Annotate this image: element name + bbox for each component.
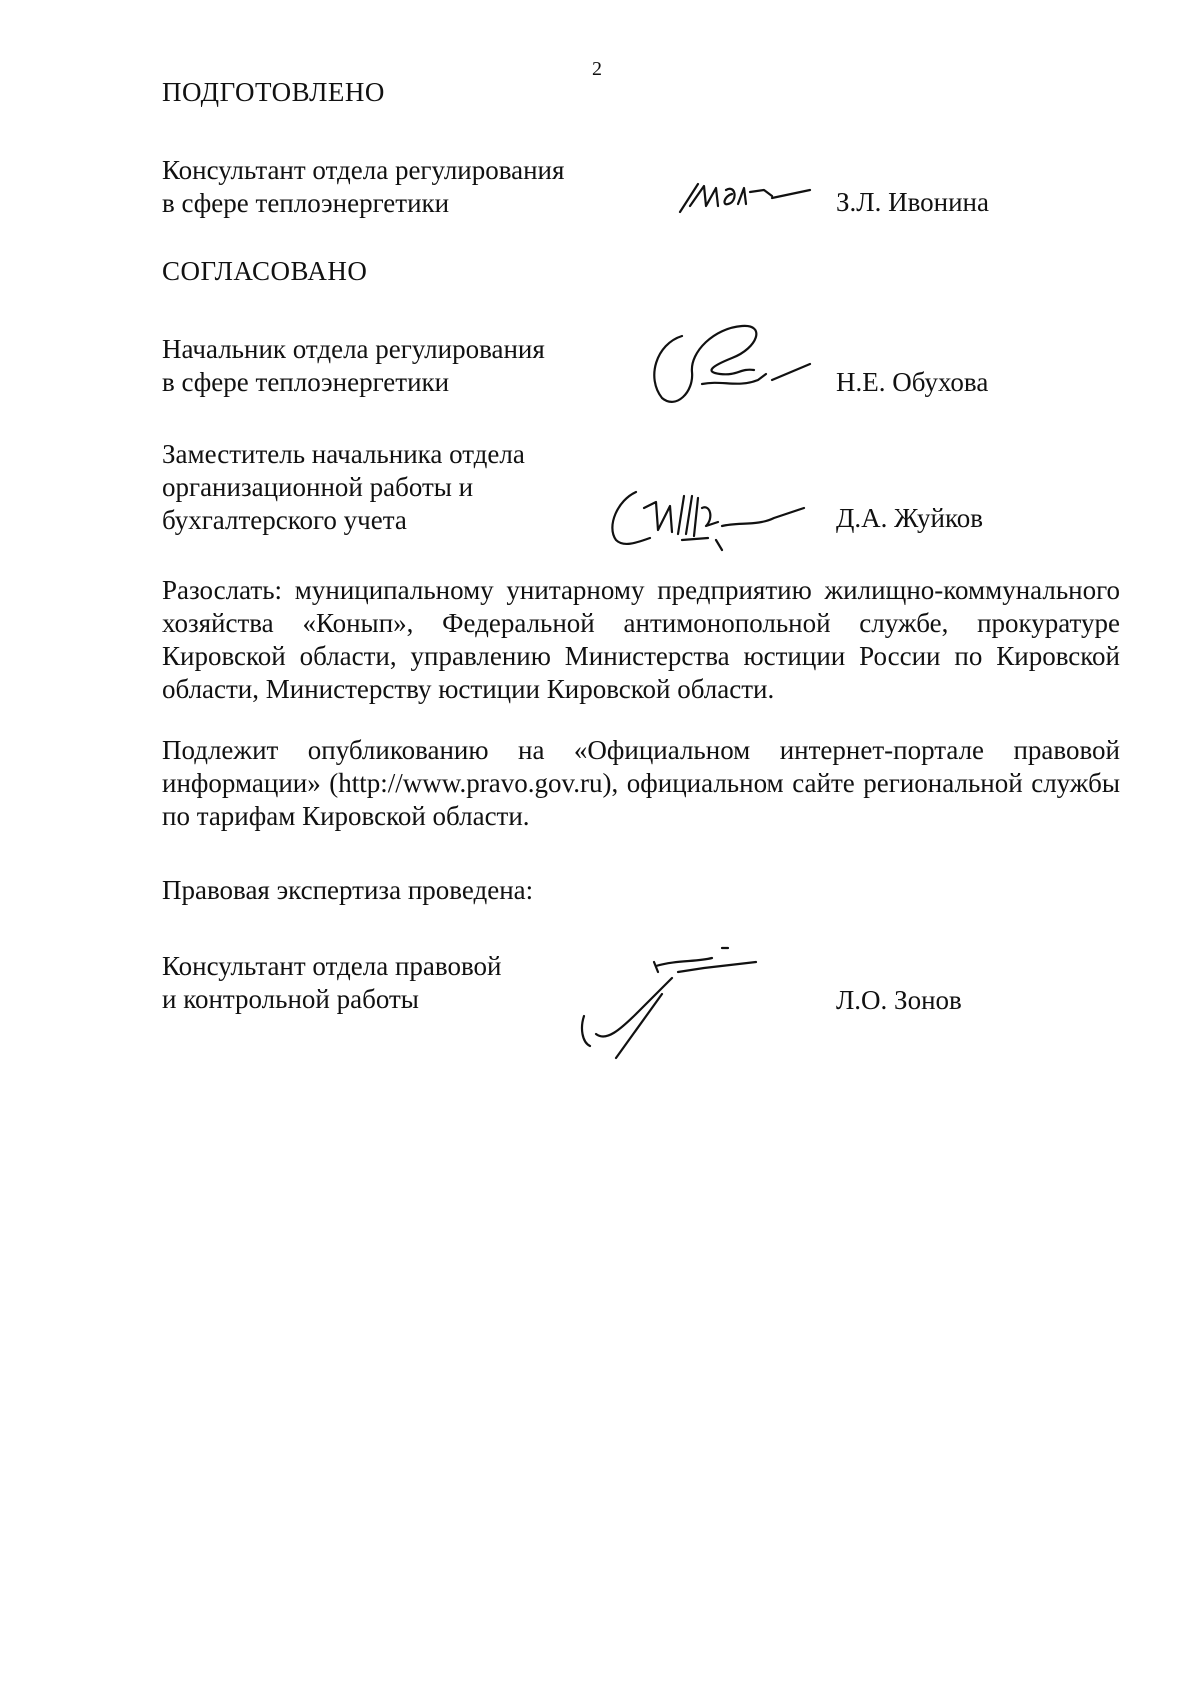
- page-number: 2: [592, 58, 602, 80]
- distribution-paragraph: Разослать: муниципальному унитарному предприятию жилищно-коммунального хозяйства «Конып», Федеральной антимонопольной службе, прокуратуре Кировской области, управлению Министерства юстиции России по Кировской области, Министерству юстиции Кировской области.: [162, 575, 1120, 704]
- publication-paragraph: Подлежит опубликованию на «Официальном интернет-портале правовой информации» (http://www.pravo.gov.ru), официальном сайте региональной службы по тарифам Кировской области.: [162, 735, 1120, 831]
- agreed-signer-1-line1: Начальник отдела регулирования: [162, 334, 545, 364]
- agreed-signer-2-name: Д.А. Жуйков: [836, 503, 983, 533]
- agreed-signer-2-line2: организационной работы и: [162, 472, 474, 502]
- legal-review-position: [162, 950, 501, 1016]
- agreed-signer-2-line1: Заместитель начальника отдела: [162, 439, 525, 469]
- signature-obukhova: [642, 318, 818, 410]
- agreed-signer-1-position: [162, 333, 545, 399]
- prepared-position-line1: Консультант отдела регулирования: [162, 155, 565, 185]
- agreed-heading: СОГЛАСОВАНО: [162, 256, 368, 286]
- legal-review-line1: Консультант отдела правовой: [162, 951, 502, 981]
- signature-zhuykov: [598, 482, 812, 554]
- legal-review-heading: Правовая экспертиза проведена:: [162, 875, 534, 905]
- signature-ivonina: [676, 176, 816, 220]
- agreed-signer-1-line2: в сфере теплоэнергетики: [162, 367, 450, 397]
- signature-zonov: [576, 938, 760, 1062]
- agreed-signer-1-name: Н.Е. Обухова: [836, 367, 989, 397]
- prepared-position: [162, 154, 564, 220]
- legal-review-name: Л.О. Зонов: [836, 985, 962, 1015]
- prepared-heading: ПОДГОТОВЛЕНО: [162, 77, 385, 107]
- legal-review-line2: и контрольной работы: [162, 984, 419, 1014]
- agreed-signer-2-position: [162, 438, 525, 537]
- agreed-signer-2-line3: бухгалтерского учета: [162, 505, 407, 535]
- prepared-name: З.Л. Ивонина: [836, 187, 989, 217]
- prepared-position-line2: в сфере теплоэнергетики: [162, 188, 450, 218]
